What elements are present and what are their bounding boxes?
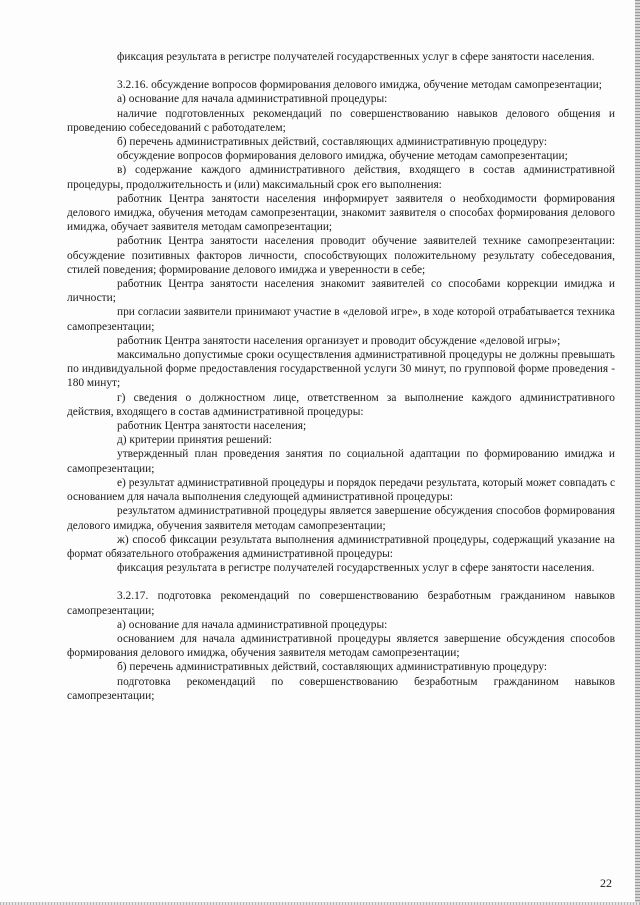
paragraph: е) результат административной процедуры и порядок передачи результата, который может совпадать с основанием для начала выполнения следующей административной процедуры: — [67, 476, 615, 504]
paragraph: б) перечень административных действий, составляющих административную процедуру: — [117, 136, 548, 149]
paragraph: ж) способ фиксации результата выполнения административной процедуры, содержащий указание на формат обязательного отображения административной процедуры: — [67, 533, 615, 560]
section-heading: 3.2.16. обсуждение вопросов формирования делового имиджа, обучение методам самопрезентации; — [117, 79, 602, 92]
paragraph: а) основание для начала административной процедуры: — [117, 618, 388, 631]
paragraph: утвержденный план проведения занятия по социальной адаптации по формированию имиджа и самопрезентации; — [67, 448, 615, 475]
section-heading: 3.2.17. подготовка рекомендаций по совершенствованию безработным гражданином навыков самопрезентации; — [67, 590, 615, 617]
paragraph: работник Центра занятости населения проводит обучение заявителей технике самопрезентации: обсуждение позитивных факторов личности, способствующих положительному результату собеседования, стилей поведения; формирование делового имиджа и уверенности в себе; — [67, 235, 615, 276]
paragraph: результатом административной процедуры является завершение обсуждения способов формирования делового имиджа, обучения заявителя методам самопрезентации; — [67, 505, 615, 532]
paragraph: а) основание для начала административной процедуры: — [117, 93, 388, 106]
paragraph: подготовка рекомендаций по совершенствованию безработным гражданином навыков самопрезентации; — [67, 675, 615, 702]
paragraph: работник Центра занятости населения знакомит заявителей со способами коррекции имиджа и личности; — [67, 278, 615, 305]
paragraph: работник Центра занятости населения; — [117, 420, 307, 433]
paragraph: основанием для начала административной процедуры является завершение обсуждения способов формирования делового имиджа, обучения заявителя методам самопрезентации; — [67, 632, 615, 660]
paragraph: обсуждение вопросов формирования делового имиджа, обучение методам самопрезентации; — [117, 150, 568, 163]
paragraph: г) сведения о должностном лице, ответственном за выполнение каждого административного действия, входящего в состав административной процедуры: — [67, 391, 615, 418]
paragraph: работник Центра занятости населения организует и проводит обсуждение «деловой игры»; — [117, 334, 561, 347]
paragraph: в) содержание каждого административного действия, входящего в состав административной процедуры, продолжительность и (или) максимальный срок его выполнения: — [67, 164, 615, 191]
scan-edge — [635, 0, 640, 905]
paragraph: д) критерии принятия решений: — [117, 434, 272, 447]
paragraph: фиксация результата в регистре получателей государственных услуг в сфере занятости населения. — [117, 51, 595, 63]
document-body — [67, 50, 615, 703]
paragraph: при согласии заявители принимают участие в «деловой игре», в ходе которой отрабатывается техника самопрезентации; — [67, 306, 615, 333]
paragraph: б) перечень административных действий, составляющих административную процедуру: — [117, 661, 548, 674]
paragraph: максимально допустимые сроки осуществления административной процедуры не должны превышать по индивидуальной форме предоставления государственной услуги 30 минут, по групповой форме проведения - 180 минут; — [67, 349, 615, 390]
page-number: 22 — [600, 876, 612, 890]
paragraph: работник Центра занятости населения информирует заявителя о необходимости формирования делового имиджа, обучения методам самопрезентации, знакомит заявителя о способах формирования делового имиджа, обучает заявителя методам самопрезентации; — [67, 192, 615, 234]
paragraph: фиксация результата в регистре получателей государственных услуг в сфере занятости населения. — [117, 562, 595, 575]
paragraph: наличие подготовленных рекомендаций по совершенствованию навыков делового общения и проведению собеседований с работодателем; — [67, 107, 615, 134]
